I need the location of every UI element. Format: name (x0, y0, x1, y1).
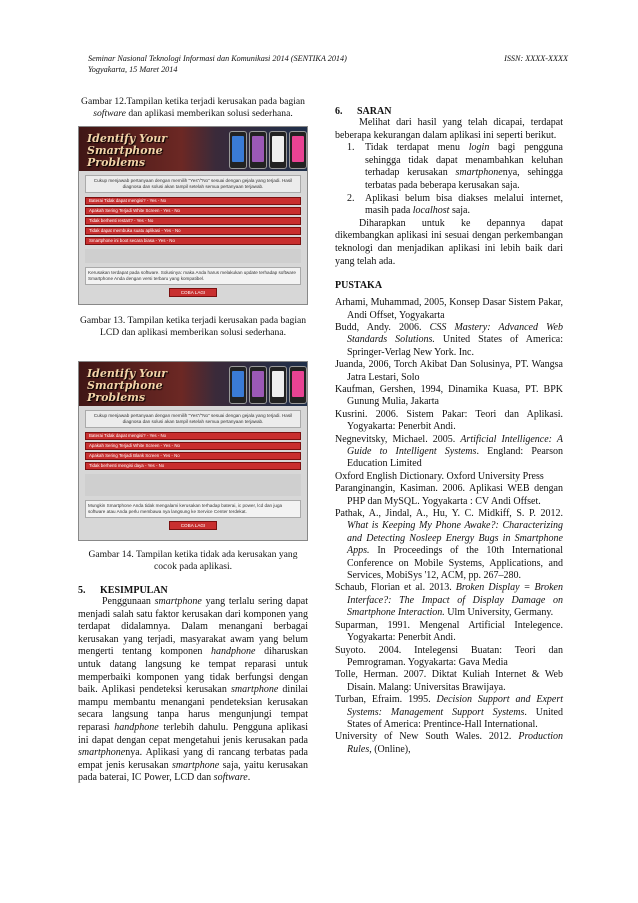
figure-12-screenshot (78, 126, 308, 305)
text-run: Suparman, 1991. Mengenal Artificial Intelegence. Yogyakarta: Penerbit Andi. (335, 619, 563, 644)
reference-entry (335, 731, 563, 756)
italic-term: login (468, 142, 490, 154)
saran-item (335, 193, 563, 218)
reference-entry (335, 297, 563, 322)
text-run: terlebih dahulu. Pengguna aplikasi ini dapat dengan cepat mengetahui jenis kerusakan pada (78, 721, 308, 746)
italic-term: software (213, 772, 248, 784)
phone-icon (289, 366, 307, 404)
text-run: Tidak terdapat menu (365, 142, 469, 154)
kesimpulan-paragraph (78, 596, 308, 785)
text-run: Pathak, A., Jindal, A., Hu, Y. C. Midkiff, S. P. 2012. (335, 508, 563, 520)
text-run: . (247, 772, 251, 784)
question-item[interactable]: Smartphone ini boot secara biasa - Yes - No (85, 237, 301, 245)
text-run: Juanda, 2006, Torch Akibat Dan Solusinya, PT. Wangsa Jatra Lestari, Solo (335, 359, 563, 383)
retry-button[interactable]: COBA LAGI (169, 521, 217, 530)
question-item[interactable]: Tidak berhenti restart? - Yes - No (85, 217, 301, 225)
question-item[interactable]: Baterai Tidak dapat mengisi? - Yes - No (85, 197, 301, 205)
instructions: Cukup menjawab pertanyaan dengan memilih "Yes"/"No" sesuai dengan gejala yang terjadi. Hasil diagnosa dan solusi akan tampil setelah semua pertanyaan terjawab. (85, 410, 301, 428)
italic-term: localhost (412, 205, 450, 217)
reference-entry (335, 582, 563, 619)
item-number: 1. (347, 142, 355, 154)
italic-term: smartphone (154, 596, 202, 607)
saran-item (335, 142, 563, 192)
left-column (78, 96, 308, 785)
text-run: Negnevitsky, Michael. 2005. (335, 433, 461, 445)
section-title: KESIMPULAN (100, 585, 168, 596)
text-run: Schaub, Florian et al. 2013. (335, 582, 456, 594)
saran-intro: Melihat dari hasil yang telah dicapai, terdapat beberapa kekurangan dalam aplikasi ini seperti berikut. (335, 117, 563, 141)
spacer (85, 474, 301, 496)
text-run: Suyoto. 2004. Intelegensi Buatan: Teori dan Pemrograman. Yogyakarta: Gava Media (335, 644, 563, 668)
text-run: bagi pengguna sehingga tidak dapat menambahkan keluhan terhadap kerusakan (365, 142, 563, 179)
italic-term: handphone (114, 721, 159, 733)
phone-icon (229, 366, 247, 404)
diagnosis-result: Kerusakan terdapat pada software. Solusinya: maka Anda harus melakukan update terhadap software Smartphone Anda dengan versi terbaru yang kompatibel. (85, 267, 301, 285)
text-run: Turban, Efraim. 1995. (335, 694, 437, 706)
banner-title: Identify Your Smartphone Problems (87, 132, 168, 169)
reference-entry (335, 409, 563, 434)
reference-entry (335, 384, 563, 409)
figure-12-caption (78, 96, 308, 120)
italic-term: CSS Mastery: Advanced Web Standards Solutions. (347, 321, 563, 346)
text-run: In Proceedings of the 10th International Conference on Mobile Systems, Applications, and Services, MobiSys '12, ACM, pp. 267–280. (347, 545, 563, 582)
italic-term: What is Keeping My Phone Awake?: Characterizing and Detecting Nosleep Energy Bugs in Smartphone Apps. (347, 520, 563, 557)
app-banner (79, 362, 307, 406)
instructions: Cukup menjawab pertanyaan dengan memilih "Yes"/"No" sesuai dengan gejala yang terjadi. Hasil diagnosa dan solusi akan tampil setelah semua pertanyaan terjawab. (85, 175, 301, 193)
reference-entry (335, 508, 563, 582)
item-number: 2. (347, 192, 355, 204)
text-run: Tolle, Herman. 2007. Diktat Kuliah Internet & Web Disain. Malang: Universitas Brawijaya. (335, 669, 563, 693)
text-run: yang terlalu sering dapat menjadi salah satu faktor kerusakan dari komponen yang terdapat didalamnya. Dalam menangani berbagai kerusakan yang terjadi, masyarakat awam yang belum mengerti tentang komponen (78, 596, 308, 658)
text-run: Penggunaan (102, 596, 155, 607)
figure-14-screenshot (78, 361, 308, 541)
phone-icon (289, 131, 307, 169)
italic-term: smartphone (172, 759, 220, 771)
italic-term: Broken Display = Broken Interface?: The Impact of Display Damage on Smartphone Interaction. (347, 582, 563, 619)
section-number: 6. (335, 106, 343, 117)
phone-icon (229, 131, 247, 169)
saran-closing: Diharapkan untuk ke depannya dapat dikembangkan aplikasi ini sesuai dengan perkembangan teknologi dan menjadikan aplikasi ini lebih baik dari yang telah ada. (335, 217, 563, 267)
italic-term: smartphone (78, 747, 126, 759)
text-run: , (Online), (369, 743, 411, 755)
banner-title: Identify Your Smartphone Problems (87, 367, 168, 404)
retry-button[interactable]: COBA LAGI (169, 288, 217, 297)
phone-icon (269, 131, 287, 169)
reference-list (335, 297, 563, 756)
reference-entry (335, 620, 563, 645)
reference-entry (335, 669, 563, 694)
reference-entry (335, 694, 563, 731)
text-run: Arhami, Muhammad, 2005, Konsep Dasar Sistem Pakar, Andi Offset, Yogyakarta (335, 297, 563, 321)
figure-13-caption: Gambar 13. Tampilan ketika terjadi kerusakan pada bagian LCD dan aplikasi memberikan solusi sederhana. (79, 315, 307, 338)
section-number: 5. (78, 585, 86, 596)
phone-icon (249, 366, 267, 404)
question-item[interactable]: Tidak berhenti mengisi daya - Yes - No (85, 462, 301, 470)
reference-entry (335, 645, 563, 670)
figure-14-caption: Gambar 14. Tampilan ketika tidak ada kerusakan yang cocok pada aplikasi. (88, 549, 298, 572)
page-header (88, 53, 568, 75)
italic-term: Artificial Intelligence: A Guide to Intelligent Systems (347, 433, 563, 457)
italic-term: Decision Support and Expert Systems: Management Support Systems (347, 694, 563, 718)
conference-date: Yogyakarta, 15 Maret 2014 (88, 65, 178, 74)
section-title: SARAN (357, 106, 392, 117)
text-run: saja. (449, 205, 470, 217)
section-kesimpulan-heading (78, 585, 308, 596)
text-run: diharuskan untuk datang langsung ke tempat reparasi untuk memperbaiki komponen yang tidak berfungsi dengan baik. Aplikasi pendeteksi kerusakan (78, 646, 308, 696)
text-run: nya, sehingga terbatas pada beberapa kerusakan saja. (365, 167, 563, 191)
caption-text: Gambar 12.Tampilan ketika terjadi kerusakan pada bagian (81, 96, 305, 107)
reference-entry (335, 359, 563, 384)
phone-icon (269, 366, 287, 404)
right-column (335, 104, 563, 756)
question-item[interactable]: Tidak dapat membuka suatu aplikasi - Yes - No (85, 227, 301, 235)
text-run: . England: Pearson Education Limited (347, 446, 564, 470)
section-pustaka-heading: PUSTAKA (335, 280, 383, 292)
text-run: University of New South Wales. 2012. (335, 731, 519, 743)
section-saran-heading (335, 106, 563, 117)
phone-icon (249, 131, 267, 169)
text-run: Kusrini. 2006. Sistem Pakar: Teori dan Aplikasi. Yogyakarta: Penerbit Andi. (335, 408, 563, 433)
text-run: Budd, Andy. 2006. (335, 321, 430, 333)
spacer (85, 249, 301, 263)
text-run: United States of America: Springer-Verlag New York. Inc. (347, 334, 563, 358)
saran-list (335, 142, 563, 218)
question-list (79, 432, 307, 470)
text-run: Oxford English Dictionary. Oxford University Press (335, 470, 544, 482)
text-run: Ulm University, Germany. (444, 607, 554, 619)
caption-text: dan aplikasi memberikan solusi sederhana. (125, 108, 293, 119)
italic-term: smartphone (231, 684, 279, 696)
issn: ISSN: XXXX-XXXX (504, 54, 568, 63)
italic-term: Production Rules (347, 731, 563, 755)
text-run: Kaufman, Gershen, 1994, Dinamika Kuasa, PT. BPK Gunung Mulia, Jakarta (335, 383, 563, 408)
conference-name: Seminar Nasional Teknologi Informasi dan Komunikasi 2014 (SENTIKA 2014) (88, 54, 347, 63)
question-list (79, 197, 307, 245)
italic-term: handphone (211, 646, 256, 658)
text-run: . United States of America: Prentince-Hall International. (347, 706, 563, 730)
question-item[interactable]: Apakah Sering Terjadi White Screen - Yes - No (85, 442, 301, 450)
text-run: dinilai mampu membantu menangani pendeteksian kerusakan secara langsung tanpa harus mengunjungi tempat reparasi (78, 684, 308, 733)
reference-entry (335, 434, 563, 471)
italic-term: smartphone (455, 167, 503, 179)
reference-entry (335, 471, 563, 483)
reference-entry (335, 483, 563, 508)
text-run: saja, yaitu kerusakan pada baterai, IC Power, LCD dan (78, 759, 308, 784)
reference-entry (335, 322, 563, 359)
question-item[interactable]: Apakah Sering Terjadi White Screen - Yes - No (85, 207, 301, 215)
text-run: Aplikasi belum bisa diakses melalui internet, masih pada (365, 192, 563, 217)
text-run: Paranginangin, Kasiman. 2006. Aplikasi WEB dengan PHP dan MySQL. Yogyakarta : CV Andi Offset. (335, 483, 563, 507)
text-run: nya. Aplikasi yang di rancang terbatas pada empat jenis kerusakan (78, 747, 308, 771)
caption-italic: software (93, 108, 126, 119)
question-item[interactable]: Baterai Tidak dapat mengisi? - Yes - No (85, 432, 301, 440)
app-banner (79, 127, 307, 171)
question-item[interactable]: Apakah Sering Terjadi Blank Screen - Yes - No (85, 452, 301, 460)
diagnosis-result: Mungkin Smartphone Anda tidak mengalami kerusakan terhadap baterai, ic power, lcd dan juga software atau Anda perlu membawa nya langsung ke Service Center terdekat. (85, 500, 301, 518)
